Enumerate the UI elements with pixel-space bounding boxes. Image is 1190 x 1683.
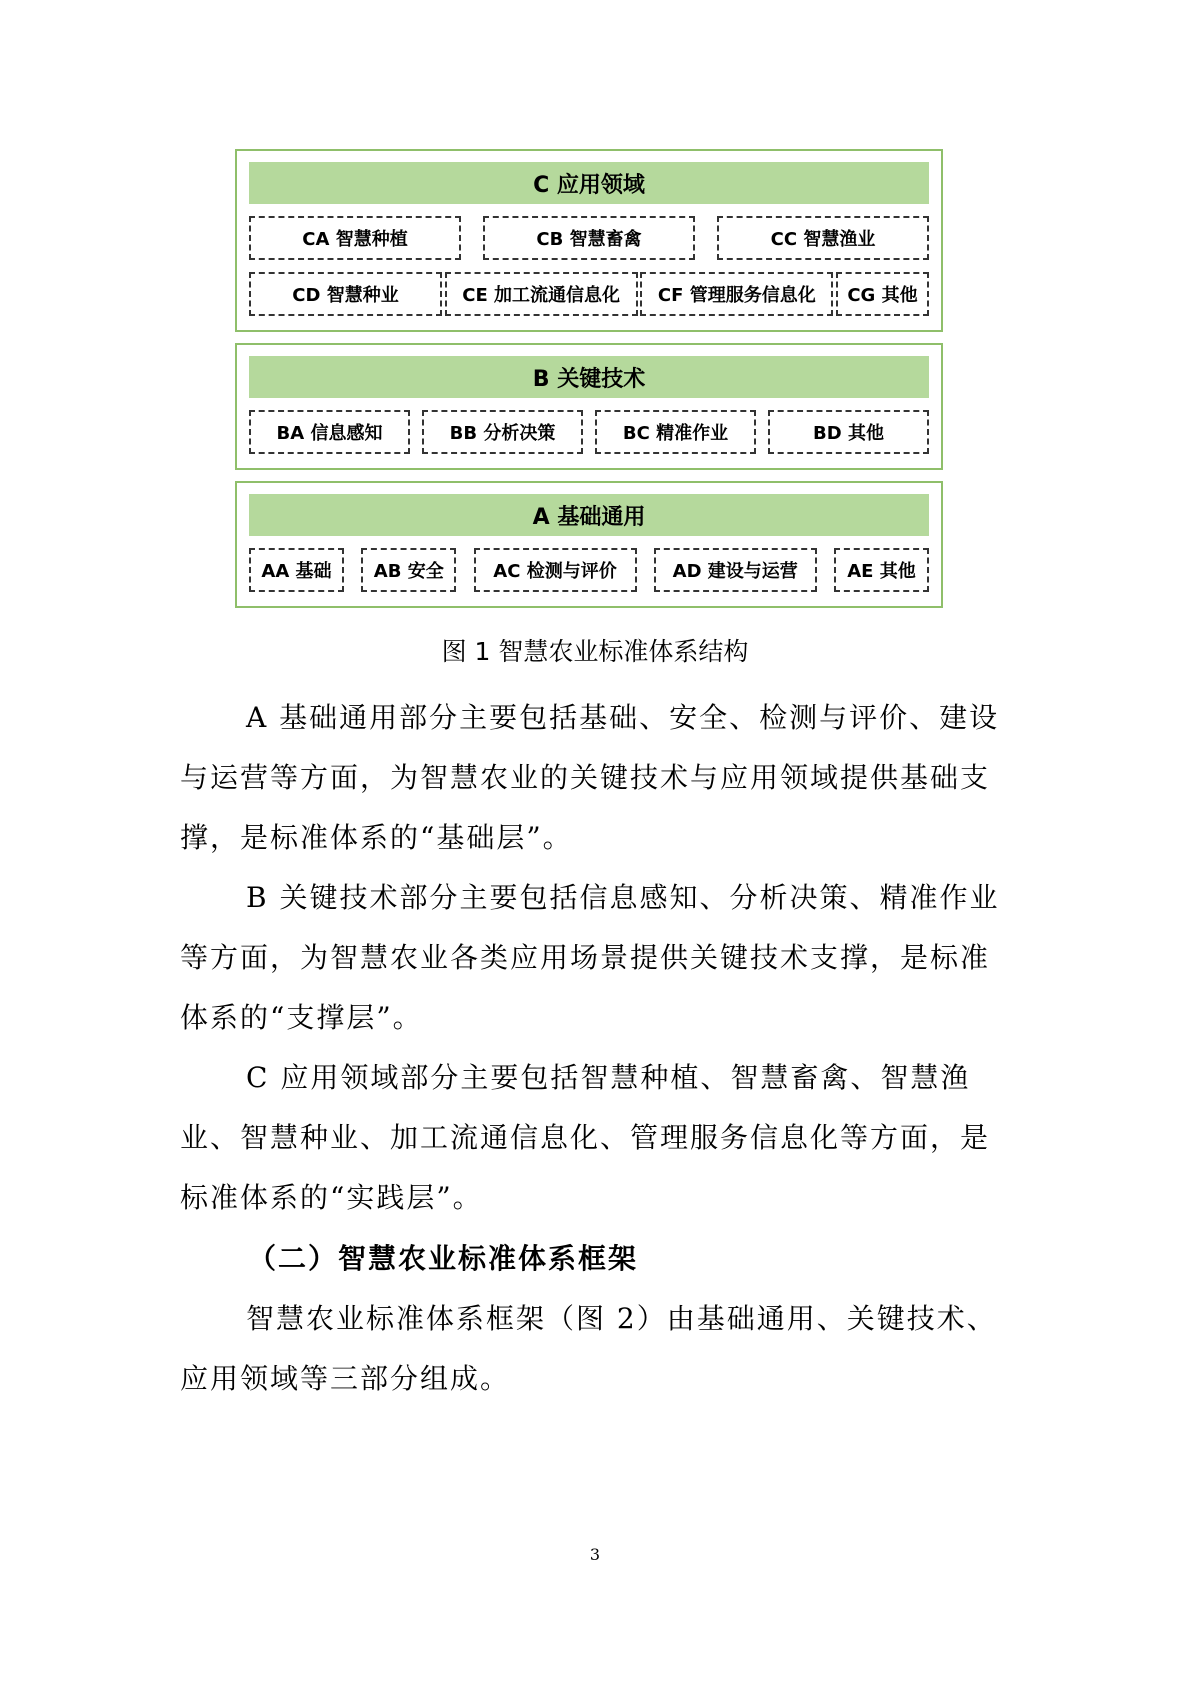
page-number: 3	[589, 1545, 601, 1564]
box-bc: BC 精准作业	[595, 410, 756, 454]
box-ad: AD 建设与运营	[654, 548, 817, 592]
layer-key-technology-title: B 关键技术	[249, 356, 929, 398]
layer-application	[235, 149, 943, 332]
paragraph-c: C 应用领域部分主要包括智慧种植、智慧畜禽、智慧渔业、智慧种业、加工流通信息化、管理服务信息化等方面，是标准体系的“实践层”。	[180, 1061, 991, 1214]
section-heading: （二）智慧农业标准体系框架	[248, 1242, 639, 1275]
box-ac: AC 检测与评价	[474, 548, 637, 592]
layer-basic-general-title: A 基础通用	[249, 494, 929, 536]
paragraph-b: B 关键技术部分主要包括信息感知、分析决策、精准作业等方面，为智慧农业各类应用场景提供关键技术支撑，是标准体系的“支撑层”。	[180, 881, 1000, 1034]
standard-system-diagram	[235, 149, 943, 619]
layer-application-title: C 应用领域	[249, 162, 929, 204]
layer-basic-general	[235, 481, 943, 608]
box-cc: CC 智慧渔业	[717, 216, 929, 260]
box-cg: CG 其他	[836, 272, 929, 316]
paragraph-a: A 基础通用部分主要包括基础、安全、检测与评价、建设与运营等方面，为智慧农业的关键技术与应用领域提供基础支撑，是标准体系的“基础层”。	[180, 701, 1000, 854]
box-bd: BD 其他	[768, 410, 929, 454]
box-ce: CE 加工流通信息化	[445, 272, 638, 316]
box-cb: CB 智慧畜禽	[483, 216, 695, 260]
box-ae: AE 其他	[834, 548, 929, 592]
box-ba: BA 信息感知	[249, 410, 410, 454]
figure-caption: 图 1 智慧农业标准体系结构	[441, 637, 749, 666]
box-ca: CA 智慧种植	[249, 216, 461, 260]
box-cd: CD 智慧种业	[249, 272, 442, 316]
box-bb: BB 分析决策	[422, 410, 583, 454]
box-aa: AA 基础	[249, 548, 344, 592]
layer-key-technology	[235, 343, 943, 470]
box-ab: AB 安全	[361, 548, 456, 592]
box-cf: CF 管理服务信息化	[640, 272, 833, 316]
paragraph-framework: 智慧农业标准体系框架（图 2）由基础通用、关键技术、应用领域等三部分组成。	[180, 1302, 997, 1395]
